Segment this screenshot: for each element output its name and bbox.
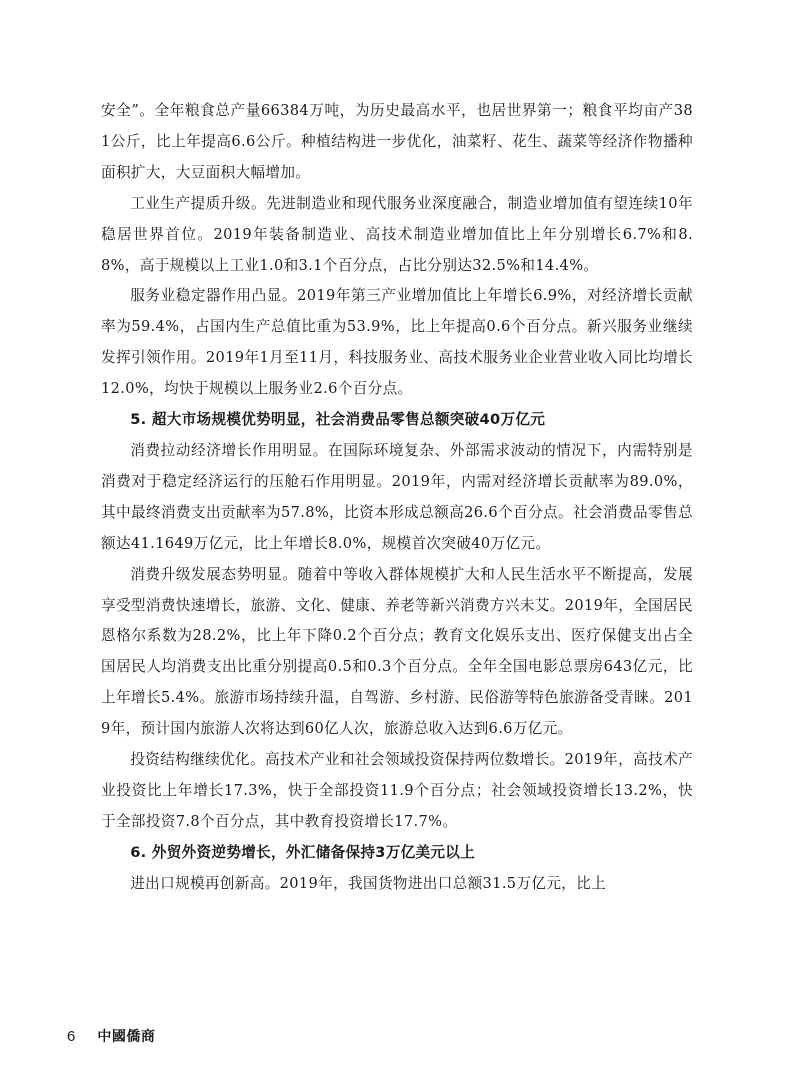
- section-heading-5: 5. 超大市场规模优势明显，社会消费品零售总额突破40万亿元: [130, 411, 546, 429]
- paragraph-investment-structure: 投资结构继续优化。高技术产业和社会领域投资保持两位数增长。2019年，高技术产业投资比上年增长17.3%，快于全部投资11.9个百分点；社会领域投资增长13.2%，快于全部投资7.8个百分点，其中教育投资增长17.7%。: [101, 751, 693, 830]
- paragraph-grain-output: 安全”。全年粮食总产量66384万吨，为历史最高水平，也居世界第一；粮食平均亩产381公斤，比上年提高6.6公斤。种植结构进一步优化，油菜籽、花生、蔬菜等经济作物播种面积扩大，大豆面积大幅增加。: [101, 102, 693, 181]
- section-heading-6: 6. 外贸外资逆势增长，外汇储备保持3万亿美元以上: [130, 843, 476, 861]
- paragraph-service-sector: 服务业稳定器作用凸显。2019年第三产业增加值比上年增长6.9%，对经济增长贡献率为59.4%，占国内生产总值比重为53.9%，比上年提高0.6个百分点。新兴服务业继续发挥引领作用。2019年1月至11月，科技服务业、高技术服务业企业营业收入同比均增长12.0%，均快于规模以上服务业2.6个百分点。: [101, 287, 693, 398]
- paragraph-trade-scale: 进出口规模再创新高。2019年，我国货物进出口总额31.5万亿元，比上: [130, 874, 607, 892]
- paragraph-industry-upgrade: 工业生产提质升级。先进制造业和现代服务业深度融合，制造业增加值有望连续10年稳居世界首位。2019年装备制造业、高技术制造业增加值比上年分别增长6.7%和8.8%，高于规模以上工业1.0和3.1个百分点，占比分别达32.5%和14.4%。: [101, 194, 693, 274]
- page-footer: [67, 1024, 155, 1048]
- journal-logo: 中國僑商: [97, 1029, 156, 1045]
- page-number: 6: [67, 1027, 76, 1045]
- paragraph-consumption-growth: 消费拉动经济增长作用明显。在国际环境复杂、外部需求波动的情况下，内需特别是消费对于稳定经济运行的压舱石作用明显。2019年，内需对经济增长贡献率为89.0%，其中最终消费支出贡献率为57.8%，比资本形成总额高26.6个百分点。社会消费品零售总额达41.1649万亿元，比上年增长8.0%，规模首次突破40万亿元。: [101, 441, 693, 552]
- paragraph-consumption-upgrade: 消费升级发展态势明显。随着中等收入群体规模扩大和人民生活水平不断提高，发展享受型消费快速增长，旅游、文化、健康、养老等新兴消费方兴未艾。2019年，全国居民恩格尔系数为28.2%，比上年下降0.2个百分点；教育文化娱乐支出、医疗保健支出占全国居民人均消费支出比重分别提高0.5和0.3个百分点。全年全国电影总票房643亿元，比上年增长5.4%。旅游市场持续升温，自驾游、乡村游、民俗游等特色旅游备受青睐。2019年，预计国内旅游人次将达到60亿人次，旅游总收入达到6.6万亿元。: [101, 565, 693, 738]
- article-body: [101, 96, 693, 900]
